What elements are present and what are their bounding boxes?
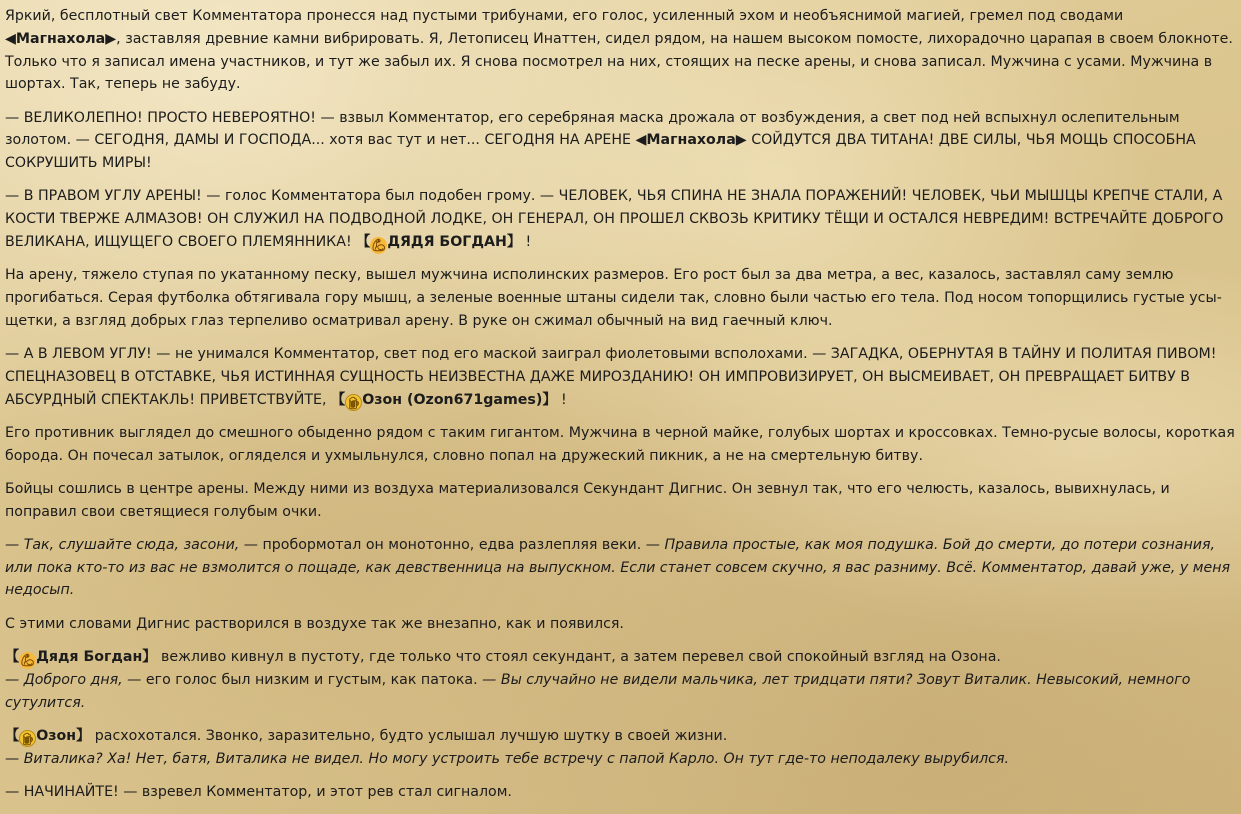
arena-name: ◀Магнахола▶ [635, 132, 747, 149]
paragraph-bogdan-speaks: 【💪︎Дядя Богдан】 вежливо кивнул в пустоту, где только что стоял секундант, а затем перевел свой спокойный взгляд на Озона. — Доброго дня, — его голос был низким и густым, как патока. — Вы случайно не видели мальчика, лет тридцати пяти? Зовут Виталик. Невысокий, немного сутулится. [5, 648, 1191, 711]
paragraph-left-corner: — А В ЛЕВОМ УГЛУ! — не унимался Комментатор, свет под его маской заиграл фиолетовыми всполохами. — ЗАГАДКА, ОБЕРНУТАЯ В ТАЙНУ И ПОЛИТАЯ ПИВОМ! СПЕЦНАЗОВЕЦ В ОТСТАВКЕ, ЧЬЯ ИСТИННАЯ СУЩНОСТЬ НЕИЗВЕСТНА ДАЖЕ МИРОЗДАНИЮ! ОН ИМПРОВИЗИРУЕТ, ОН ВЫСМЕИВАЕТ, ОН ПРЕВРАЩАЕТ БИТВУ В АБСУРДНЫЙ СПЕКТАКЛЬ! ПРИВЕТСТВУЙТЕ, 【🍺︎Озон (Ozon671games)】 ! [5, 346, 1217, 410]
fighter-tag-ozon: 【🍺︎Озон】 [5, 727, 91, 746]
paragraph-rules-speech: — Так, слушайте сюда, засони, — пробормотал он монотонно, едва разлепляя веки. — Правила простые, как моя подушка. Бой до смерти, до потери сознания, или пока кто-то из вас не взмолится о пощаде, как девственница на выпускном. Если станет совсем скучно, я вас разниму. Всё. Комментатор, давай уже, у меня недосып. [5, 536, 1231, 599]
flexed-biceps-icon: 💪︎ [371, 237, 387, 252]
beer-mug-icon: 🍺︎ [346, 395, 362, 410]
paragraph-ozon-description: Его противник выглядел до смешного обыденно рядом с таким гигантом. Мужчина в черной майке, голубых шортах и кроссовках. Темно-русые волосы, короткая борода. Он почесал затылок, огляделся и ухмыльнулся, словно попал на дружеский пикник, а не на смертельную битву. [5, 424, 1235, 464]
paragraph-right-corner: — В ПРАВОМ УГЛУ АРЕНЫ! — голос Комментатора был подобен грому. — ЧЕЛОВЕК, ЧЬЯ СПИНА НЕ ЗНАЛА ПОРАЖЕНИЙ! ЧЕЛОВЕК, ЧЬИ МЫШЦЫ КРЕПЧЕ СТАЛИ, А КОСТИ ТВЕРЖЕ АЛМАЗОВ! ОН СЛУЖИЛ НА ПОДВОДНОЙ ЛОДКЕ, ОН ГЕНЕРАЛ, ОН ПРОШЕЛ СКВОЗЬ КРИТИКУ ТЁЩИ И ОСТАЛСЯ НЕВРЕДИМ! ВСТРЕЧАЙТЕ ДОБРОГО ВЕЛИКАНА, ИЩУЩЕГО СВОЕГО ПЛЕМЯННИКА! 【💪︎ДЯДЯ БОГДАН】 ! [5, 188, 1224, 252]
fighter-tag-bogdan: 【💪︎Дядя Богдан】 [5, 648, 157, 667]
paragraph-second-appears: Бойцы сошлись в центре арены. Между ними из воздуха материализовался Секундант Дигнис. Он зевнул так, что его челюсть, казалось, вывихнулась, и поправил свои светящиеся голубым очки. [5, 480, 1170, 520]
paragraph-bogdan-description: На арену, тяжело ступая по укатанному песку, вышел мужчина исполинских размеров. Его рост был за два метра, а вес, казалось, заставлял саму землю прогибаться. Серая футболка обтягивала гору мышц, а зеленые военные штаны сидели так, словно были частью его тела. Под носом топорщились густые усыщетки, а взгляд добрых глаз терпеливо осматривал арену. В руке он сжимал обычный на вид гаечный ключ. [5, 267, 1222, 329]
paragraph-ozon-laughs: 【🍺︎Озон】 расхохотался. Звонко, заразительно, будто услышал лучшую шутку в своей жизни. — Виталика? Ха! Нет, батя, Виталика не видел. Но могу устроить тебе встречу с папой Карло. Он тут где-то неподалеку вырубился. [5, 727, 1010, 767]
paragraph-second-vanishes: С этими словами Дигнис растворился в воздухе так же внезапно, как и появился. [5, 615, 624, 632]
fighter-tag-bogdan: 【💪︎ДЯДЯ БОГДАН】 [356, 233, 522, 252]
fighter-tag-ozon: 【🍺︎Озон (Ozon671games)】 [331, 391, 557, 410]
beer-mug-icon: 🍺︎ [20, 731, 36, 746]
flexed-biceps-icon: 💪︎ [20, 652, 36, 667]
paragraph-announcer-opening: — ВЕЛИКОЛЕПНО! ПРОСТО НЕВЕРОЯТНО! — взвыл Комментатор, его серебряная маска дрожала от возбуждения, а свет под ней вспыхнул ослепительным золотом. — СЕГОДНЯ, ДАМЫ И ГОСПОДА... хотя вас тут и нет... СЕГОДНЯ НА АРЕНЕ ◀Магнахола▶ СОЙДУТСЯ ДВА ТИТАНА! ДВЕ СИЛЫ, ЧЬЯ МОЩЬ СПОСОБНА СОКРУШИТЬ МИРЫ! [5, 109, 1196, 172]
paragraph-fight-start: — НАЧИНАЙТЕ! — взревел Комментатор, и этот рев стал сигналом. [5, 783, 512, 800]
paragraph-intro: Яркий, бесплотный свет Комментатора пронесся над пустыми трибунами, его голос, усиленный эхом и необъяснимой магией, гремел под сводами ◀Магнахола▶, заставляя древние камни вибрировать. Я, Летописец Инаттен, сидел рядом, на нашем высоком помосте, лихорадочно царапая в своем блокноте. Только что я записал имена участников, и тут же забыл их. Я снова посмотрел на них, стоящих на песке арены, и снова записал. Мужчина с усами. Мужчина в шортах. Так, теперь не забуду. [5, 8, 1233, 93]
arena-name: ◀Магнахола▶ [5, 30, 117, 47]
